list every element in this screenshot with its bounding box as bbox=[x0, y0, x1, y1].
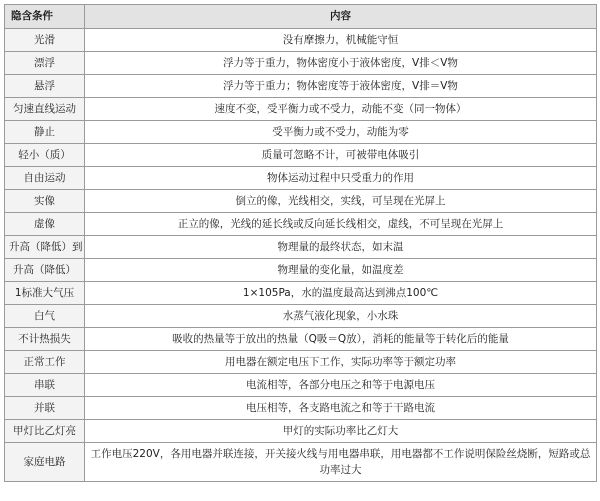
condition-cell: 并联 bbox=[5, 397, 85, 420]
table-row bbox=[5, 75, 597, 98]
table-row bbox=[5, 420, 597, 443]
table-row bbox=[5, 144, 597, 167]
condition-cell: 悬浮 bbox=[5, 75, 85, 98]
condition-cell: 家庭电路 bbox=[5, 443, 85, 482]
table-header-row bbox=[5, 5, 597, 29]
condition-cell: 不计热损失 bbox=[5, 328, 85, 351]
table-row bbox=[5, 29, 597, 52]
hidden-conditions-table bbox=[4, 4, 597, 482]
table-row bbox=[5, 374, 597, 397]
table-row bbox=[5, 328, 597, 351]
condition-cell: 静止 bbox=[5, 121, 85, 144]
table-row bbox=[5, 98, 597, 121]
condition-cell: 实像 bbox=[5, 190, 85, 213]
content-cell: 工作电压220V，各用电器并联连接，开关接火线与用电器串联，用电器都不工作说明保险丝烧断，短路或总功率过大 bbox=[85, 443, 597, 482]
table-row bbox=[5, 351, 597, 374]
table-row bbox=[5, 190, 597, 213]
table-container bbox=[4, 4, 596, 497]
content-cell: 正立的像，光线的延长线或反向延长线相交，虚线，不可呈现在光屏上 bbox=[85, 213, 597, 236]
condition-cell: 升高（降低）到 bbox=[5, 236, 85, 259]
table-row bbox=[5, 259, 597, 282]
table-row bbox=[5, 121, 597, 144]
content-cell: 甲灯的实际功率比乙灯大 bbox=[85, 420, 597, 443]
header-condition: 隐含条件 bbox=[5, 5, 85, 29]
content-cell: 吸收的热量等于放出的热量（Q吸＝Q放），消耗的能量等于转化后的能量 bbox=[85, 328, 597, 351]
content-cell: 电流相等，各部分电压之和等于电源电压 bbox=[85, 374, 597, 397]
condition-cell: 1标准大气压 bbox=[5, 282, 85, 305]
condition-cell: 串联 bbox=[5, 374, 85, 397]
condition-cell: 虚像 bbox=[5, 213, 85, 236]
condition-cell: 自由运动 bbox=[5, 167, 85, 190]
condition-cell: 升高（降低） bbox=[5, 259, 85, 282]
content-cell: 物体运动过程中只受重力的作用 bbox=[85, 167, 597, 190]
table-row bbox=[5, 167, 597, 190]
condition-cell: 甲灯比乙灯亮 bbox=[5, 420, 85, 443]
content-cell: 电压相等，各支路电流之和等于干路电流 bbox=[85, 397, 597, 420]
condition-cell: 轻小（质） bbox=[5, 144, 85, 167]
condition-cell: 白气 bbox=[5, 305, 85, 328]
content-cell: 物理量的最终状态，如末温 bbox=[85, 236, 597, 259]
table-row bbox=[5, 305, 597, 328]
table-row bbox=[5, 443, 597, 482]
table-row bbox=[5, 236, 597, 259]
condition-cell: 光滑 bbox=[5, 29, 85, 52]
content-cell: 1×105Pa，水的温度最高达到沸点100℃ bbox=[85, 282, 597, 305]
content-cell: 没有摩擦力，机械能守恒 bbox=[85, 29, 597, 52]
table-row bbox=[5, 282, 597, 305]
condition-cell: 正常工作 bbox=[5, 351, 85, 374]
content-cell: 浮力等于重力，物体密度小于液体密度，V排＜V物 bbox=[85, 52, 597, 75]
content-cell: 质量可忽略不计，可被带电体吸引 bbox=[85, 144, 597, 167]
content-cell: 浮力等于重力；物体密度等于液体密度，V排＝V物 bbox=[85, 75, 597, 98]
condition-cell: 漂浮 bbox=[5, 52, 85, 75]
content-cell: 水蒸气液化现象，小水珠 bbox=[85, 305, 597, 328]
content-cell: 速度不变，受平衡力或不受力，动能不变（同一物体） bbox=[85, 98, 597, 121]
content-cell: 倒立的像，光线相交，实线，可呈现在光屏上 bbox=[85, 190, 597, 213]
table-row bbox=[5, 397, 597, 420]
content-cell: 受平衡力或不受力，动能为零 bbox=[85, 121, 597, 144]
header-content: 内容 bbox=[85, 5, 597, 29]
content-cell: 物理量的变化量，如温度差 bbox=[85, 259, 597, 282]
table-row bbox=[5, 52, 597, 75]
condition-cell: 匀速直线运动 bbox=[5, 98, 85, 121]
table-row bbox=[5, 213, 597, 236]
content-cell: 用电器在额定电压下工作，实际功率等于额定功率 bbox=[85, 351, 597, 374]
